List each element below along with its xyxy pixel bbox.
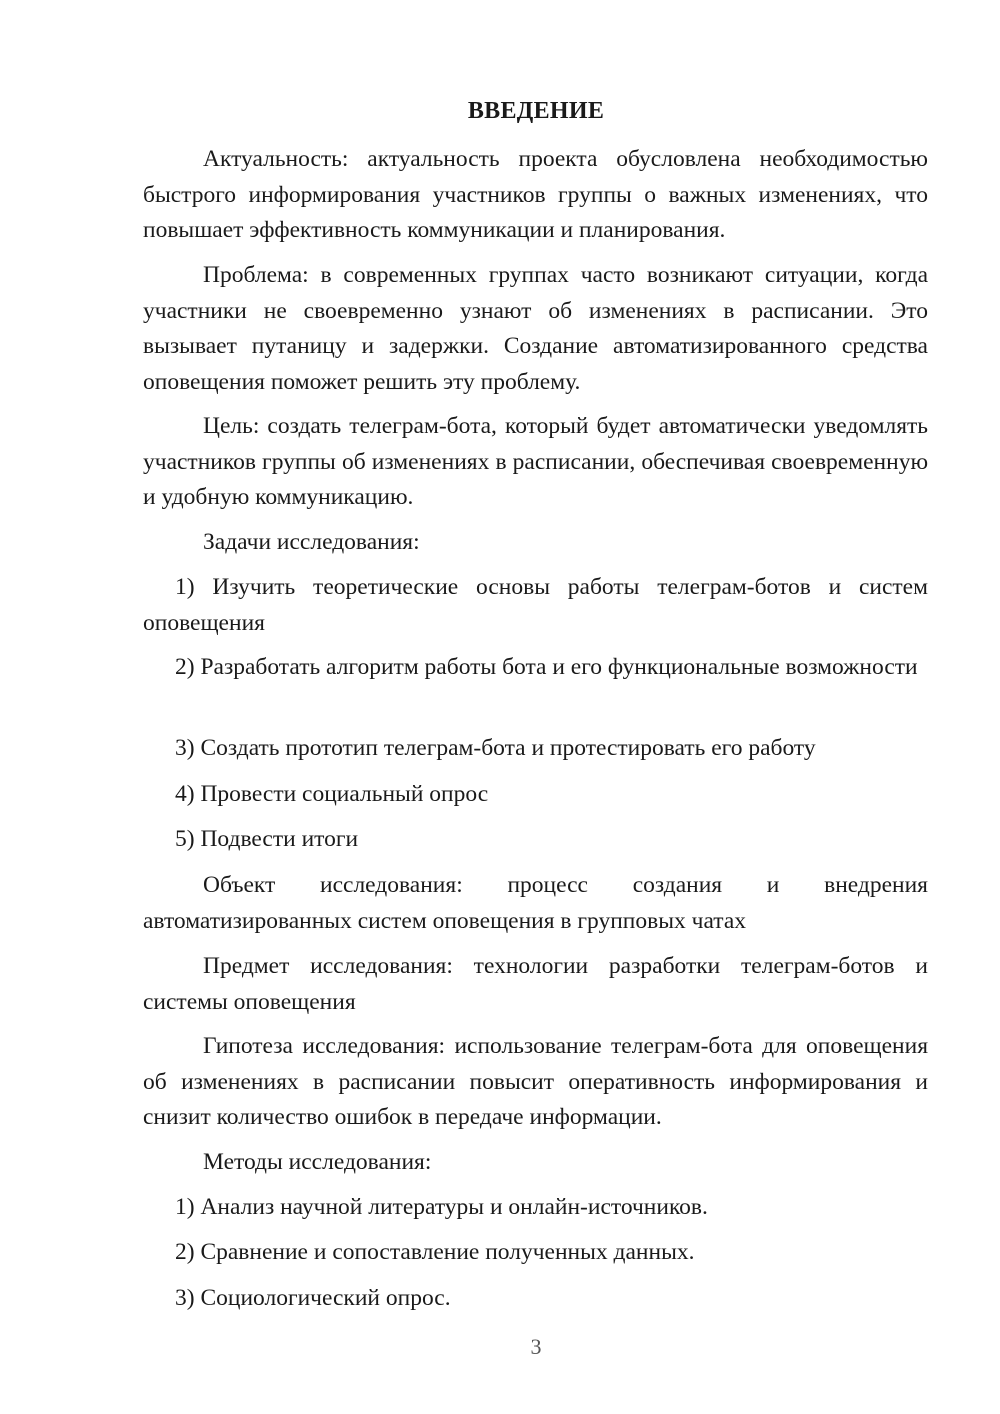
object-paragraph: Объект исследования: процесс создания и внедрения автоматизированных систем оповещения в групповых чатах bbox=[143, 872, 928, 934]
relevance-paragraph: Актуальность: актуальность проекта обусловлена необходимостью быстрого информирования участников группы о важных изменениях, что повышает эффективность коммуникации и планирования. bbox=[143, 146, 928, 243]
hypothesis-paragraph: Гипотеза исследования: использование телеграм-бота для оповещения об изменениях в расписании повысит оперативность информирования и снизит количество ошибок в передаче информации. bbox=[143, 1033, 928, 1130]
method-item: 3) Социологический опрос. bbox=[175, 1285, 451, 1311]
methods-heading: Методы исследования: bbox=[203, 1149, 432, 1175]
task-item: 4) Провести социальный опрос bbox=[175, 781, 489, 807]
goal-paragraph: Цель: создать телеграм-бота, который будет автоматически уведомлять участников группы об изменениях в расписании, обеспечивая своевременную и удобную коммуникацию. bbox=[143, 413, 928, 510]
method-item: 1) Анализ научной литературы и онлайн-источников. bbox=[175, 1194, 708, 1220]
task-item: 5) Подвести итоги bbox=[175, 826, 359, 852]
task-item: 2) Разработать алгоритм работы бота и его функциональные возможности bbox=[175, 654, 918, 680]
page-title: ВВЕДЕНИЕ bbox=[467, 98, 605, 124]
task-item: 3) Создать прототип телеграм-бота и протестировать его работу bbox=[175, 735, 816, 761]
task-item: 1) Изучить теоретические основы работы телеграм-ботов и систем оповещения bbox=[143, 574, 928, 636]
subject-paragraph: Предмет исследования: технологии разработки телеграм-ботов и системы оповещения bbox=[143, 953, 928, 1015]
problem-paragraph: Проблема: в современных группах часто возникают ситуации, когда участники не своевременно узнают об изменениях в расписании. Это вызывает путаницу и задержки. Создание автоматизированного средства оповещения поможет решить эту проблему. bbox=[143, 262, 928, 395]
method-item: 2) Сравнение и сопоставление полученных данных. bbox=[175, 1239, 695, 1265]
tasks-heading: Задачи исследования: bbox=[203, 529, 420, 555]
page-number: 3 bbox=[530, 1334, 542, 1359]
